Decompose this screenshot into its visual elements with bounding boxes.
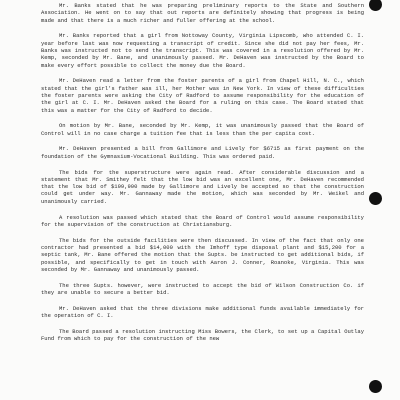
paragraph-capital-outlay: The Board passed a resolution instructing Miss Bowers, the Clerk, to set up a Capital Outlay Fund from which to pay for the construction of the new [41, 327, 364, 343]
paragraph-additional-funds: Mr. DeHaven asked that the three divisions make additional funds available immediately for the operation of C. I. [41, 304, 364, 319]
paragraph-lipscomb-transcript: Mr. Banks reported that a girl from Nottoway County, Virginia Lipscomb, who attended C. I. year before last was now requesting a transcript of credit. Since she did not pay her fees, Mr. Banks was instructed not to send the transcript. This was covered in a resolution offered by Mr. Kemp, seconded by Mr. Bane, and unanimously passed. Mr. DeHaven was instructed by the Board to make every effort possible to collect the money due the Board. [41, 32, 364, 69]
punch-hole-bottom [369, 380, 382, 393]
paragraph-foundation-bill: Mr. DeHaven presented a bill from Gallimore and Lively for $6715 as first payment on the foundation of the Gymnasium-Vocational Building. This was ordered paid. [41, 145, 364, 160]
minutes-text [41, 2, 364, 351]
punch-hole-middle [369, 192, 382, 205]
paragraph-tuition-motion: On motion by Mr. Bane, seconded by Mr. Kemp, it was unanimously passed that the Board of Control will in no case charge a tuition fee that is less than the per capita cost. [41, 122, 364, 137]
paragraph-chapel-hill-letter: Mr. DeHaven read a letter from the foster parents of a girl from Chapel Hill, N. C., which stated that the girl's father was ill, her Mother was in New York. In view of these difficulties the foster parents were asking the City of Radford to assume responsibility for the education of the girl at C. I. Mr. DeHaven asked the Board for a ruling on this case. The Board stated that this was a matter for the City of Radford to decide. [41, 77, 364, 114]
paragraph-transcript-reports: Mr. Banks stated that he was preparing preliminary reports to the State and Southern Association. He went on to say that out reports are definitely showing that progress is being made and that there is a much richer and fuller offering at the school. [41, 2, 364, 24]
paragraph-christiansburg-resolution: A resolution was passed which stated that the Board of Control would assume responsibility for the supervision of the construction at Christiansburg. [41, 213, 364, 228]
paragraph-superstructure-bids: The bids for the superstructure were again read. After considerable discussion and a statement that Mr. Smithey felt that the low bid was an excellent one, Mr. DeHaven recommended that the low bid of $199,900 made by Gallimore and Lively be accepted so that the construction could get under way. Mr. Gannaway made the motion, which was seconded by Mr. Weikel and unanimously carried. [41, 168, 364, 205]
paragraph-wilson-construction: The three Supts. however, were instructed to accept the bid of Wilson Construction Co. if they are unable to secure a better bid. [41, 281, 364, 296]
paragraph-outside-facilities: The bids for the outside facilities were then discussed. In view of the fact that only one contractor had presented a bid $14,000 with the Imhoff type disposal plant and $15,200 for a septic tank, Mr. Bane offered the motion that the Supts. be instructed to get additional bids, if possible, and specifically to get in touch with Aaron J. Conner, Roanoke, Virginia. This was seconded by Mr. Gannaway and unanimously passed. [41, 236, 364, 273]
punch-hole-top [369, 0, 382, 11]
